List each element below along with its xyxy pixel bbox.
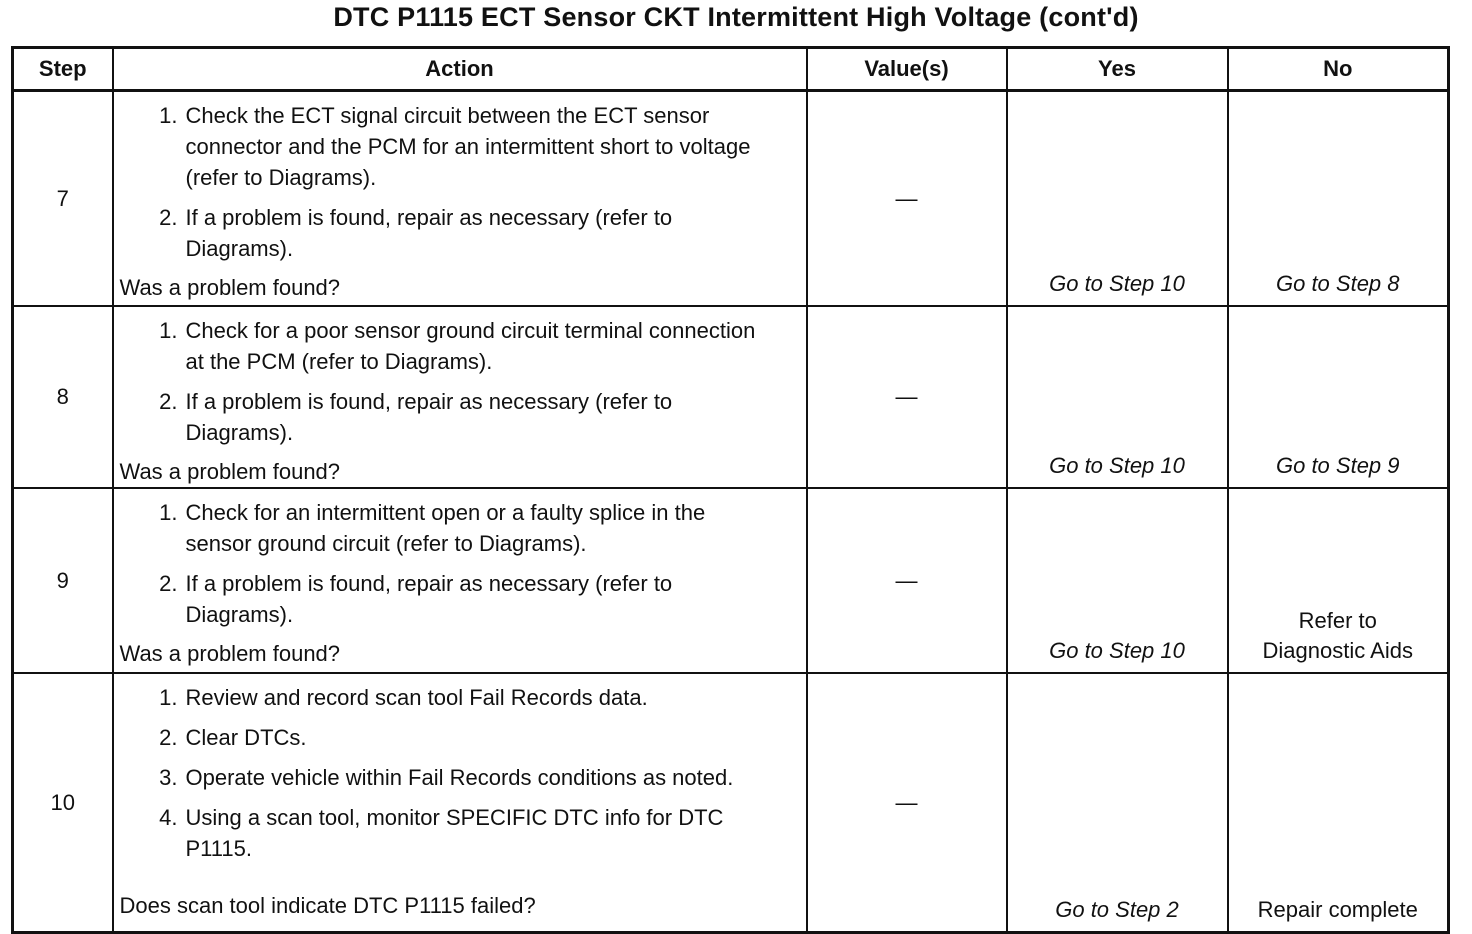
table-row-step-8 <box>13 306 1449 488</box>
list-item: 1. Review and record scan tool Fail Records data. <box>159 685 648 710</box>
value-cell: — <box>807 91 1007 307</box>
list-item: 2. If a problem is found, repair as necessary (refer to Diagrams). <box>159 205 673 261</box>
list-item: 2. If a problem is found, repair as necessary (refer to Diagrams). <box>159 571 673 627</box>
action-cell <box>113 91 807 307</box>
action-question: Was a problem found? <box>119 641 341 666</box>
value-cell: — <box>807 306 1007 488</box>
action-cell <box>113 673 807 933</box>
step-number: 10 <box>13 673 113 933</box>
yes-cell: Go to Step 2 <box>1007 673 1228 933</box>
step-number: 7 <box>13 91 113 307</box>
no-cell-line: Refer to <box>1298 608 1377 633</box>
yes-cell: Go to Step 10 <box>1007 91 1228 307</box>
list-item: 2. If a problem is found, repair as necessary (refer to Diagrams). <box>159 389 673 445</box>
header-step: Step <box>13 48 113 91</box>
action-question: Was a problem found? <box>119 275 341 300</box>
header-action: Action <box>113 48 807 91</box>
list-item: 1. Check the ECT signal circuit between the ECT sensor connector and the PCM for an intermittent short to voltage (refer to Diagrams). <box>159 103 751 190</box>
no-cell: Go to Step 9 <box>1228 306 1449 488</box>
no-cell: Go to Step 8 <box>1228 91 1449 307</box>
list-item: 4. Using a scan tool, monitor SPECIFIC DTC info for DTC P1115. <box>159 805 724 861</box>
list-item: 2. Clear DTCs. <box>159 725 307 750</box>
action-list <box>114 489 806 639</box>
action-question: Does scan tool indicate DTC P1115 failed? <box>119 893 536 918</box>
action-question: Was a problem found? <box>119 459 341 484</box>
header-row <box>13 48 1449 91</box>
list-item: 1. Check for a poor sensor ground circuit terminal connection at the PCM (refer to Diagrams). <box>159 318 756 374</box>
header-no: No <box>1228 48 1449 91</box>
no-cell: Repair complete <box>1228 673 1449 933</box>
value-cell: — <box>807 488 1007 673</box>
header-yes: Yes <box>1007 48 1228 91</box>
table-row-step-9 <box>13 488 1449 673</box>
page-title: DTC P1115 ECT Sensor CKT Intermittent High Voltage (cont'd) <box>333 2 1139 32</box>
no-cell-line: Diagnostic Aids <box>1262 638 1413 663</box>
no-cell <box>1228 488 1449 673</box>
step-number: 8 <box>13 306 113 488</box>
yes-cell: Go to Step 10 <box>1007 488 1228 673</box>
list-item: 3. Operate vehicle within Fail Records conditions as noted. <box>159 765 734 790</box>
yes-cell: Go to Step 10 <box>1007 306 1228 488</box>
action-cell <box>113 306 807 488</box>
action-list <box>114 92 806 273</box>
table-row-step-10 <box>13 673 1449 933</box>
table-row-step-7 <box>13 91 1449 307</box>
list-item: 1. Check for an intermittent open or a faulty splice in the sensor ground circuit (refer to Diagrams). <box>159 500 706 556</box>
step-number: 9 <box>13 488 113 673</box>
header-values: Value(s) <box>807 48 1007 91</box>
action-list <box>114 674 806 873</box>
value-cell: — <box>807 673 1007 933</box>
action-cell <box>113 488 807 673</box>
diagnostic-table <box>11 46 1450 934</box>
action-list <box>114 307 806 457</box>
